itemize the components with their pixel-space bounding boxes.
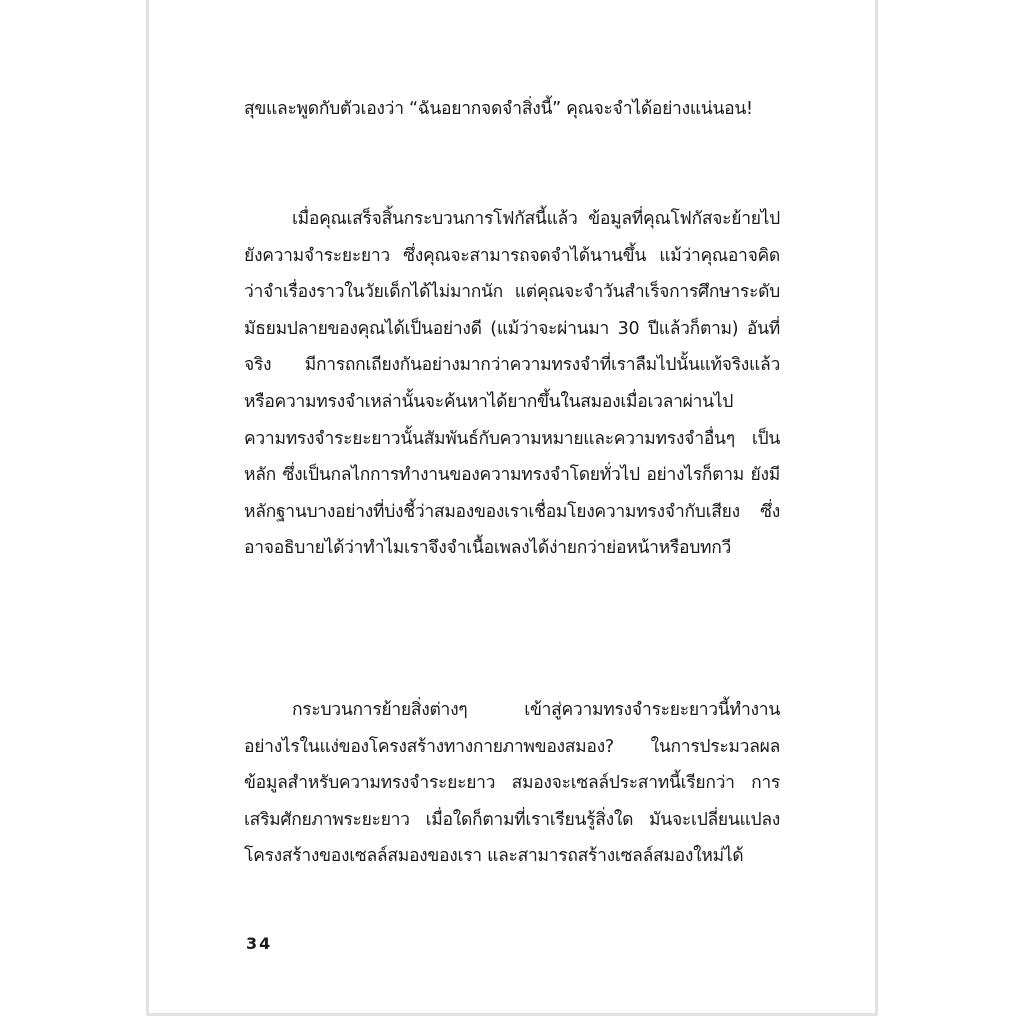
paragraph-continuation: สุขและพูดกับตัวเองว่า “ฉันอยากจดจำสิ่งนี้” คุณจะจำได้อย่างแน่นอน! [244,99,753,119]
paragraph-long-term-memory: เมื่อคุณเสร็จสิ้นกระบวนการโฟกัสนี้แล้ว ข้อมูลที่คุณโฟกัสจะย้ายไปยังความจำระยะยาว ซึ่งคุณจะสามารถจดจำได้นานขึ้น แม้ว่าคุณอาจคิดว่าจำเรื่องราวในวัยเด็กได้ไม่มากนัก แต่คุณจะจำวันสำเร็จการศึกษาระดับมัธยมปลายของคุณได้เป็นอย่างดี (แม้ว่าจะผ่านมา 30 ปีแล้วก็ตาม) อันที่จริง มีการถกเถียงกันอย่างมากว่าความทรงจำที่เราลืมไปนั้นแท้จริงแล้ว หรือความทรงจำเหล่านั้นจะค้นหาได้ยากขึ้นในสมองเมื่อเวลาผ่านไป ความทรงจำระยะยาวนั้นสัมพันธ์กับความหมายและความทรงจำอื่นๆ เป็นหลัก ซึ่งเป็นกลไกการทำงานของความทรงจำโดยทั่วไป อย่างไรก็ตาม ยังมีหลักฐานบางอย่างที่บ่งชี้ว่าสมองของเราเชื่อมโยงความทรงจำกับเสียง ซึ่งอาจอธิบายได้ว่าทำไมเราจึงจำเนื้อเพลงได้ง่ายกว่าย่อหน้าหรือบทกวี [244,209,780,559]
paragraph-brain-structure: กระบวนการย้ายสิ่งต่างๆ เข้าสู่ความทรงจำระยะยาวนี้ทำงานอย่างไรในแง่ของโครงสร้างทางกายภาพของสมอง? ในการประมวลผลข้อมูลสำหรับความทรงจำระยะยาว สมองจะเซลล์ประสาทนี้เรียกว่า การเสริมศักยภาพระยะยาว เมื่อใดก็ตามที่เราเรียนรู้สิ่งใด มันจะเปลี่ยนแปลงโครงสร้างของเซลล์สมองของเรา และสามารถสร้างเซลล์สมองใหม่ได้ [244,700,780,867]
page-number: 34 [246,934,273,953]
